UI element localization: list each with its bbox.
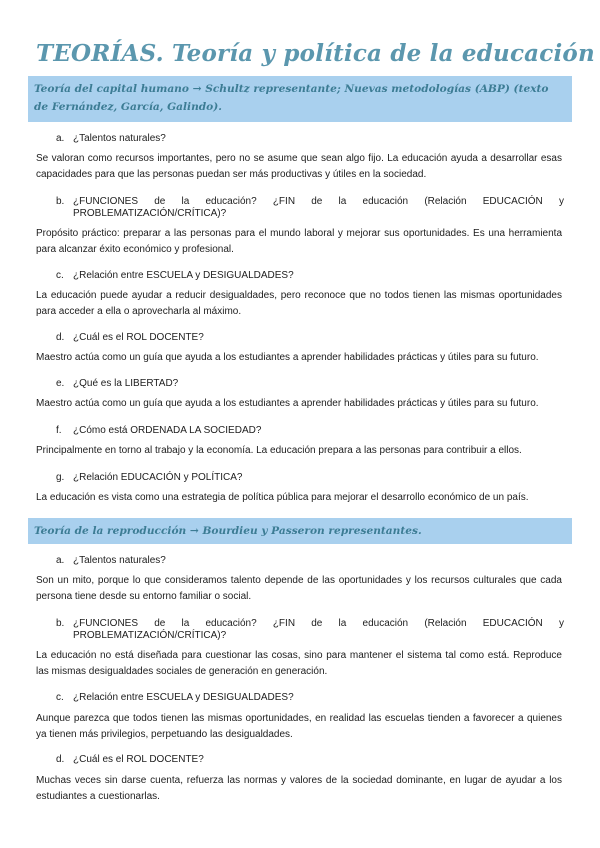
question-word: educación? bbox=[205, 196, 257, 207]
question-c bbox=[56, 692, 294, 703]
answer-f: Principalmente en torno al trabajo y la economía. La educación prepara a las personas para contribuir a ellos. bbox=[36, 445, 522, 456]
question-text: ¿Talentos naturales? bbox=[73, 133, 166, 144]
question-word: educación bbox=[362, 196, 409, 207]
question-word: de bbox=[154, 618, 166, 629]
list-marker: g. bbox=[56, 472, 65, 483]
answer-g: La educación es vista como una estrategia de política pública para mejorar el desarrollo económico de un país. bbox=[36, 492, 529, 503]
answer-d: Maestro actúa como un guía que ayuda a los estudiantes a aprender habilidades prácticas y útiles para su futuro. bbox=[36, 352, 539, 363]
question-text: ¿Cómo está ORDENADA LA SOCIEDAD? bbox=[73, 425, 262, 436]
list-marker: d. bbox=[56, 754, 65, 765]
question-text: ¿Relación entre ESCUELA y DESIGUALDADES? bbox=[73, 270, 294, 281]
question-d bbox=[56, 754, 204, 765]
question-line-2: PROBLEMATIZACIÓN/CRÍTICA)? bbox=[73, 630, 227, 641]
question-word: la bbox=[338, 618, 347, 629]
answer-b: La educación no está diseñada para cuestionar las cosas, sino para mantener el sistema tal como está. Reproduce las mismas desigualdades sociales de generación en generación. bbox=[36, 650, 562, 677]
section-heading-capital-humano: Teoría del capital humano → Schultz representante; Nuevas metodologías (ABP) (texto de Fernández, García, Galindo). bbox=[28, 76, 572, 122]
question-word: de bbox=[311, 196, 323, 207]
question-word: la bbox=[181, 618, 190, 629]
answer-a: Son un mito, porque lo que consideramos talento depende de las oportunidades y los recursos culturales que cada persona tiene desde su entorno familiar o social. bbox=[36, 575, 562, 602]
answer-e: Maestro actúa como un guía que ayuda a los estudiantes a aprender habilidades prácticas y útiles para su futuro. bbox=[36, 398, 539, 409]
question-word: EDUCACIÓN bbox=[482, 196, 543, 207]
question-text: ¿Cuál es el ROL DOCENTE? bbox=[73, 754, 204, 765]
question-text: ¿Relación entre ESCUELA y DESIGUALDADES? bbox=[73, 692, 294, 703]
list-marker: a. bbox=[56, 133, 65, 144]
list-marker: c. bbox=[56, 692, 64, 703]
list-marker: f. bbox=[56, 425, 62, 436]
question-word: ¿FUNCIONES bbox=[73, 196, 138, 207]
list-marker: c. bbox=[56, 270, 64, 281]
question-word: ¿FIN bbox=[272, 196, 296, 207]
answer-c: La educación puede ayudar a reducir desigualdades, pero reconoce que no todos tienen las mismas oportunidades para acceder a ella o aprovecharla al máximo. bbox=[36, 290, 562, 317]
document-title: TEORÍAS. Teoría y política de la educación bbox=[36, 40, 595, 67]
question-word: educación? bbox=[205, 618, 257, 629]
answer-b: Propósito práctico: preparar a las personas para el mundo laboral y mejorar sus oportunidades. Es una herramienta para alcanzar éxito económico y profesional. bbox=[36, 228, 562, 255]
question-d bbox=[56, 332, 204, 343]
question-b bbox=[56, 618, 564, 642]
question-word: (Relación bbox=[424, 618, 467, 629]
question-b bbox=[56, 196, 564, 220]
question-word: (Relación bbox=[424, 196, 467, 207]
question-c bbox=[56, 270, 294, 281]
list-marker: b. bbox=[56, 196, 65, 207]
question-f bbox=[56, 425, 261, 436]
list-marker: e. bbox=[56, 378, 65, 389]
question-text: ¿Talentos naturales? bbox=[73, 555, 166, 566]
question-text: ¿Cuál es el ROL DOCENTE? bbox=[73, 332, 204, 343]
question-word: EDUCACIÓN bbox=[482, 618, 543, 629]
question-text: ¿Relación EDUCACIÓN y POLÍTICA? bbox=[73, 472, 243, 483]
question-word: educación bbox=[362, 618, 409, 629]
question-word: ¿FUNCIONES bbox=[73, 618, 138, 629]
question-word: de bbox=[311, 618, 323, 629]
question-a bbox=[56, 133, 166, 144]
question-e bbox=[56, 378, 178, 389]
list-marker: a. bbox=[56, 555, 65, 566]
answer-a: Se valoran como recursos importantes, pero no se asume que sean algo fijo. La educación ayuda a desarrollar esas capacidades para que las personas puedan ser más productivas y útiles en la sociedad. bbox=[36, 153, 562, 180]
question-line-2: PROBLEMATIZACIÓN/CRÍTICA)? bbox=[73, 208, 227, 219]
question-word: la bbox=[181, 196, 190, 207]
question-word: ¿FIN bbox=[272, 618, 296, 629]
answer-c: Aunque parezca que todos tienen las mismas oportunidades, en realidad las escuelas tienden a favorecer a quienes ya tienen más privilegios, perpetuando las desigualdades. bbox=[36, 713, 562, 740]
list-marker: b. bbox=[56, 618, 65, 629]
answer-d: Muchas veces sin darse cuenta, refuerza las normas y valores de la sociedad dominante, en lugar de ayudar a los estudiantes a cuestionarlas. bbox=[36, 775, 562, 802]
question-word: la bbox=[338, 196, 347, 207]
question-a bbox=[56, 555, 166, 566]
list-marker: d. bbox=[56, 332, 65, 343]
question-word: de bbox=[154, 196, 166, 207]
question-text: ¿Qué es la LIBERTAD? bbox=[73, 378, 179, 389]
question-word: y bbox=[558, 196, 564, 207]
question-word: y bbox=[558, 618, 564, 629]
question-g bbox=[56, 472, 243, 483]
section-heading-reproduccion: Teoría de la reproducción → Bourdieu y Passeron representantes. bbox=[28, 518, 572, 544]
